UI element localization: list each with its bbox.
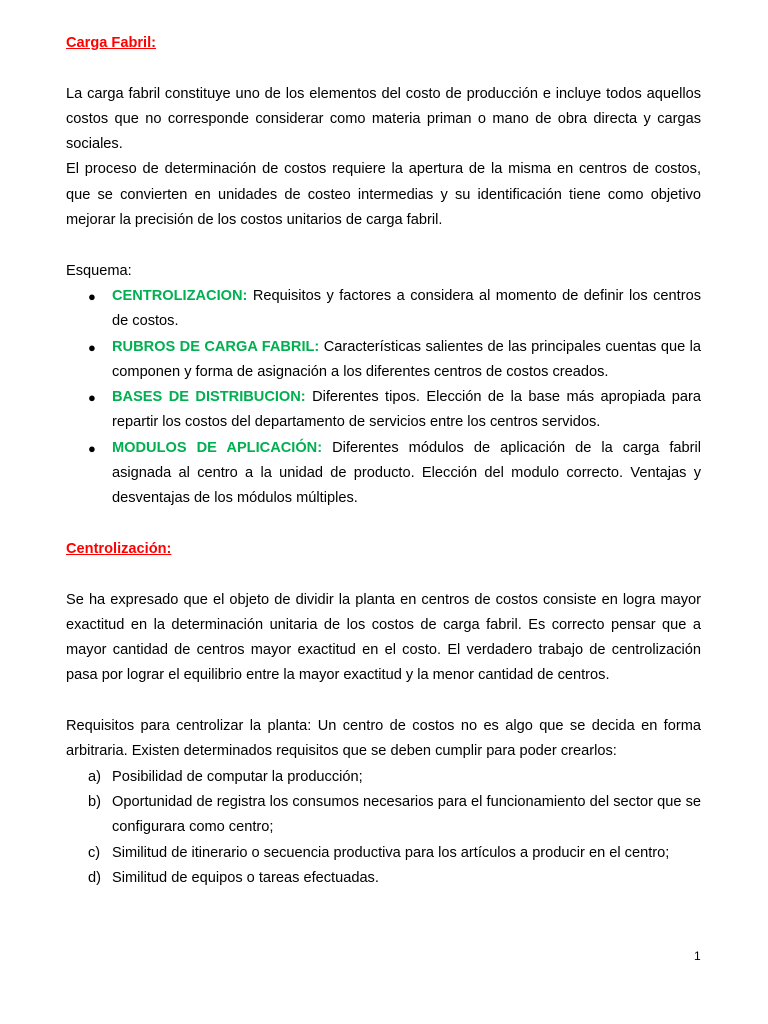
requirement-text: Oportunidad de registra los consumos necesarios para el funcionamiento del sector que se configurara como centro; [112,793,701,836]
bullet-icon: ● [88,339,96,355]
page-content [66,31,701,891]
list-marker: d) [88,869,101,886]
scheme-term: MODULOS DE APLICACIÓN: [112,439,323,456]
scheme-term: BASES DE DISTRIBUCION: [112,389,306,406]
requirements-list [66,765,701,891]
scheme-description: Características salientes de las principales cuentas que la componen y forma de asignación a los diferentes centros de costos creados. [112,338,702,380]
spacer [66,562,701,587]
paragraph: Requisitos para centrolizar la planta: Un centro de costos no es algo que se decida en forma arbitraria. Existen determinados requisitos que se deben cumplir para poder crearlos: [66,718,701,760]
page-number: 1 [694,949,701,963]
list-item [66,385,701,436]
spacer [66,689,701,714]
list-marker: b) [88,793,101,810]
list-marker: a) [88,768,101,785]
scheme-description: Diferentes módulos de aplicación de la carga fabril asignada al centro a la unidad de producto. Elección del modulo correcto. Ventajas y desventajas de los módulos múltiples. [112,439,701,507]
scheme-list [66,284,701,512]
list-item [66,765,701,790]
list-item [66,335,701,386]
bullet-icon: ● [88,288,96,304]
scheme-term: CENTROLIZACION: [112,287,248,304]
list-item [66,284,701,335]
requirement-text: Similitud de itinerario o secuencia productiva para los artículos a producir en el centro; [112,844,670,861]
bullet-icon: ● [88,390,96,406]
list-item [66,790,701,841]
section-heading-carga-fabril: Carga Fabril: [66,35,157,51]
spacer [66,512,701,537]
scheme-label: Esquema: [66,262,132,279]
scheme-term: RUBROS DE CARGA FABRIL: [112,338,320,355]
list-item [66,841,701,866]
requirement-text: Similitud de equipos o tareas efectuadas. [112,869,379,886]
list-item [66,866,701,891]
list-marker: c) [88,844,101,861]
paragraph: Se ha expresado que el objeto de dividir la planta en centros de costos consiste en logra mayor exactitud en la determinación unitaria de los costos de carga fabril. Es correcto pensar que a mayor cantidad de centros mayor exactitud en el costo. El verdadero trabajo de centrolización pasa por lograr el equilibrio entre la mayor exactitud y la menor cantidad de centros. [66,591,701,684]
bullet-icon: ● [88,440,96,456]
scheme-description: Requisitos y factores a considera al momento de definir los centros de costos. [112,287,701,330]
section-heading-centrolizacion: Centrolización: [66,540,172,557]
spacer [66,233,701,258]
list-item [66,436,701,512]
paragraph: El proceso de determinación de costos requiere la apertura de la misma en centros de costos, que se convierten en unidades de costeo intermedias y su identificación tiene como objetivo mejorar la precisión de los costos unitarios de carga fabril. [66,161,701,229]
requirement-text: Posibilidad de computar la producción; [112,768,363,785]
scheme-description: Diferentes tipos. Elección de la base más apropiada para repartir los costos del departamento de servicios entre los centros servidos. [112,389,702,431]
spacer [66,56,701,81]
paragraph: La carga fabril constituye uno de los elementos del costo de producción e incluye todos aquellos costos que no corresponde considerar como materia priman o mano de obra directa y cargas sociales. [66,85,701,153]
